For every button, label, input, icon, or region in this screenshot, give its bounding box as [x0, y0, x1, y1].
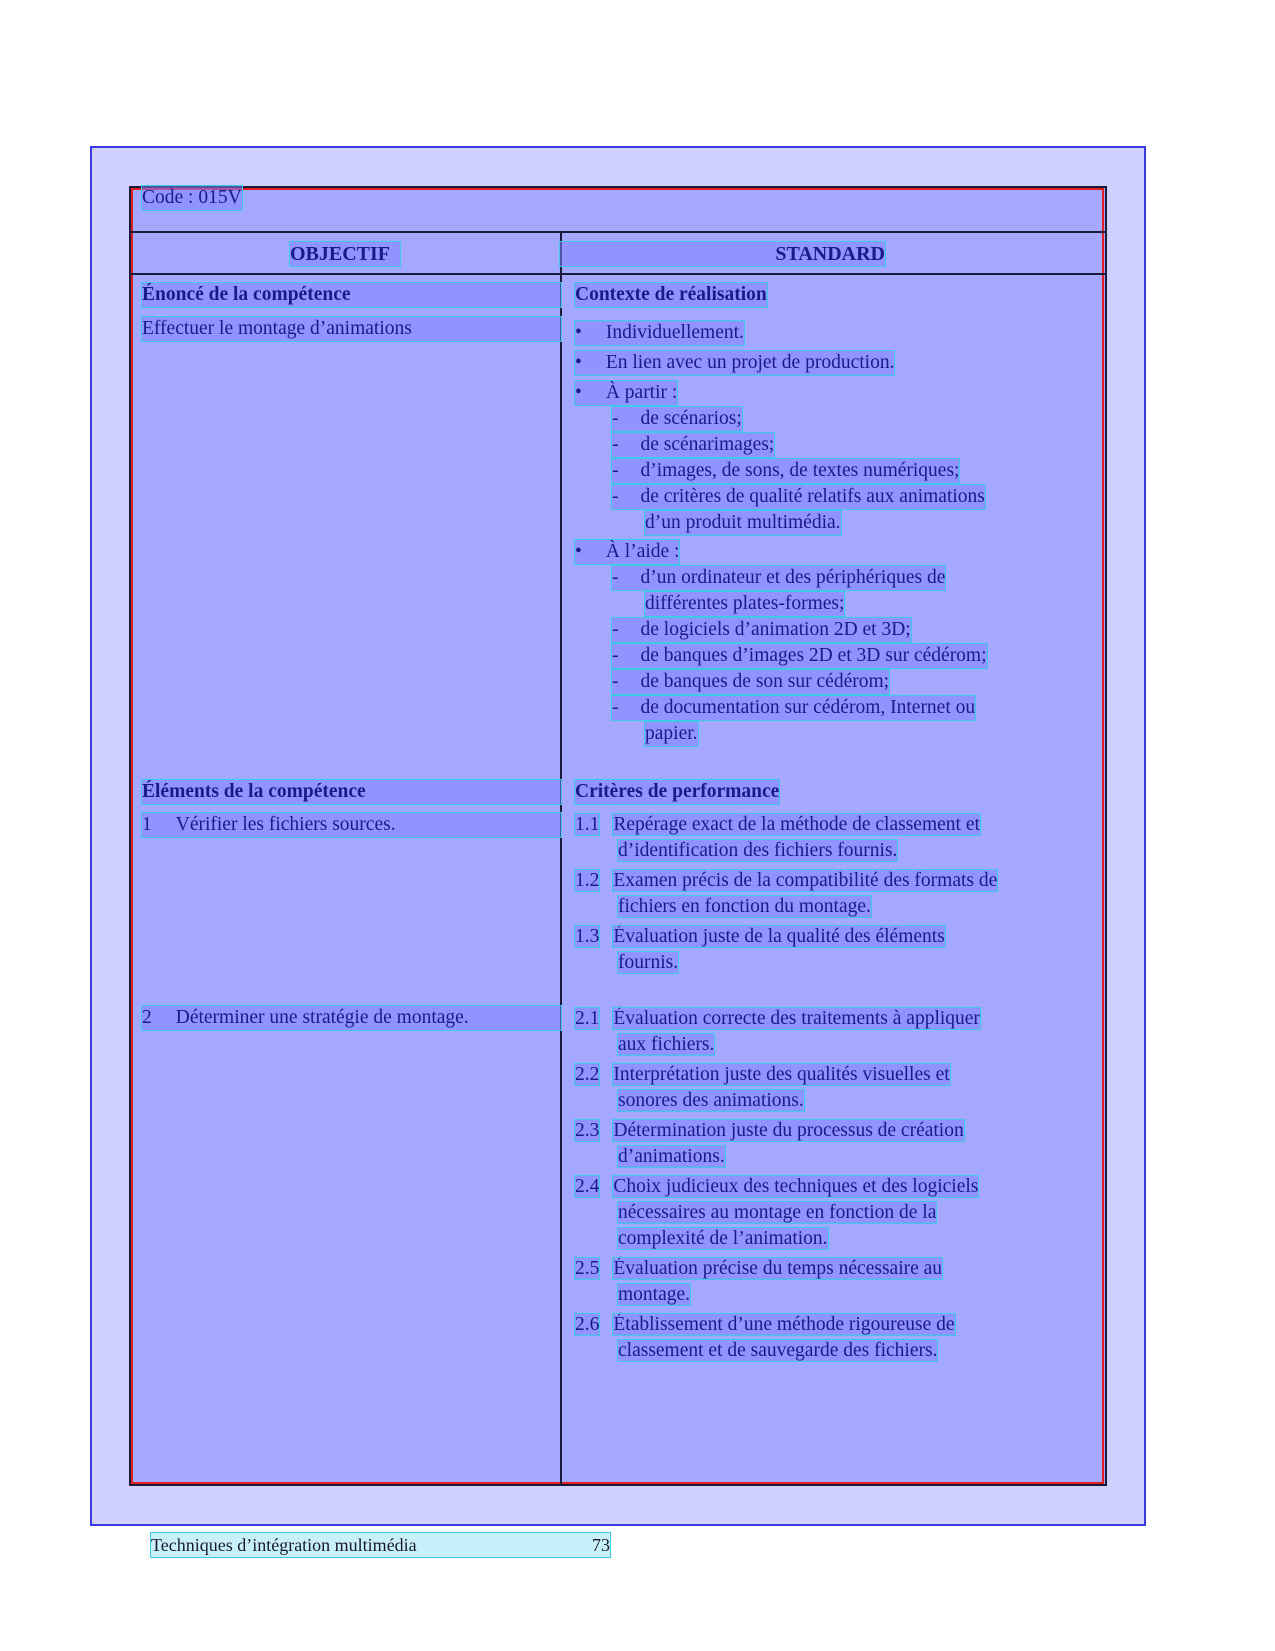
critere-item: 1.1 Repérage exact de la méthode de classement et d’identification des fichiers fournis. — [575, 814, 980, 861]
element-1 — [142, 813, 561, 837]
bullet-icon: • — [575, 352, 582, 373]
critere-number: 2.6 — [575, 1314, 600, 1335]
contexte-subitem: - de critères de qualité relatifs aux animations — [612, 486, 985, 507]
contexte-subitem: - de banques d’images 2D et 3D sur cédérom; — [612, 645, 987, 666]
contexte-item: • À partir : — [575, 382, 678, 403]
standard-header: STANDARD — [560, 242, 885, 266]
dash-icon: - — [612, 697, 619, 718]
element-text: Déterminer une stratégie de montage. — [175, 1007, 469, 1028]
page-number: 73 — [592, 1535, 610, 1555]
bullet-icon: • — [575, 322, 582, 343]
enonce-title: Énoncé de la compétence — [142, 283, 561, 307]
critere-number: 1.1 — [575, 814, 600, 835]
contexte-subitem: - de scénarios; — [612, 408, 742, 429]
element-number: 2 — [142, 1007, 152, 1028]
critere-item: 2.1 Évaluation correcte des traitements à appliquer aux fichiers. — [575, 1008, 980, 1055]
critere-item: 2.6 Établissement d’une méthode rigoureuse de classement et de sauvegarde des fichiers. — [575, 1314, 955, 1361]
contexte-subitem: - de documentation sur cédérom, Internet ou — [612, 697, 976, 718]
code-label: Code : 015V — [142, 187, 242, 208]
contexte-continuation: d’un produit multimédia. — [645, 512, 841, 533]
contexte-item: • En lien avec un projet de production. — [575, 352, 895, 373]
critere-item: 2.2 Interprétation juste des qualités visuelles et sonores des animations. — [575, 1064, 950, 1111]
header-bottom-rule — [131, 273, 1105, 275]
column-divider — [560, 231, 562, 1484]
contexte-item: • Individuellement. — [575, 322, 744, 343]
contexte-subitem: - de banques de son sur cédérom; — [612, 671, 890, 692]
dash-icon: - — [612, 567, 619, 588]
contexte-subitem: - de logiciels d’animation 2D et 3D; — [612, 619, 911, 640]
contexte-continuation: différentes plates-formes; — [645, 593, 845, 614]
footer-title: Techniques d’intégration multimédia — [151, 1535, 417, 1555]
critere-number: 1.2 — [575, 870, 600, 891]
critere-number: 2.2 — [575, 1064, 600, 1085]
header-top-rule — [131, 231, 1105, 233]
critere-item: 2.4 Choix judicieux des techniques et des logiciels nécessaires au montage en fonction de la complexité de l’animation. — [575, 1176, 979, 1249]
criteres-title: Critères de performance — [575, 781, 780, 802]
dash-icon: - — [612, 645, 619, 666]
dash-icon: - — [612, 434, 619, 455]
critere-number: 2.3 — [575, 1120, 600, 1141]
contexte-continuation: papier. — [645, 723, 698, 744]
critere-item: 2.3 Détermination juste du processus de création d’animations. — [575, 1120, 964, 1167]
dash-icon: - — [612, 408, 619, 429]
contexte-subitem: - de scénarimages; — [612, 434, 775, 455]
critere-number: 2.5 — [575, 1258, 600, 1279]
element-2 — [142, 1006, 561, 1030]
contexte-subitem: - d’un ordinateur et des périphériques de — [612, 567, 946, 588]
objective-header: OBJECTIF — [290, 242, 400, 266]
contexte-subitem: - d’images, de sons, de textes numériques; — [612, 460, 960, 481]
enonce-text: Effectuer le montage d’animations — [142, 317, 561, 341]
elements-title: Éléments de la compétence — [142, 780, 561, 804]
critere-number: 1.3 — [575, 926, 600, 947]
dash-icon: - — [612, 486, 619, 507]
critere-number: 2.1 — [575, 1008, 600, 1029]
contexte-title: Contexte de réalisation — [575, 284, 767, 305]
dash-icon: - — [612, 619, 619, 640]
element-number: 1 — [142, 814, 152, 835]
bullet-icon: • — [575, 541, 582, 562]
critere-item: 1.2 Examen précis de la compatibilité des formats de fichiers en fonction du montage. — [575, 870, 998, 917]
contexte-item: • À l’aide : — [575, 541, 680, 562]
dash-icon: - — [612, 671, 619, 692]
element-text: Vérifier les fichiers sources. — [175, 814, 396, 835]
critere-item: 1.3 Évaluation juste de la qualité des éléments fournis. — [575, 926, 945, 973]
dash-icon: - — [612, 460, 619, 481]
page-footer — [151, 1533, 610, 1557]
bullet-icon: • — [575, 382, 582, 403]
critere-number: 2.4 — [575, 1176, 600, 1197]
critere-item: 2.5 Évaluation précise du temps nécessaire au montage. — [575, 1258, 943, 1305]
